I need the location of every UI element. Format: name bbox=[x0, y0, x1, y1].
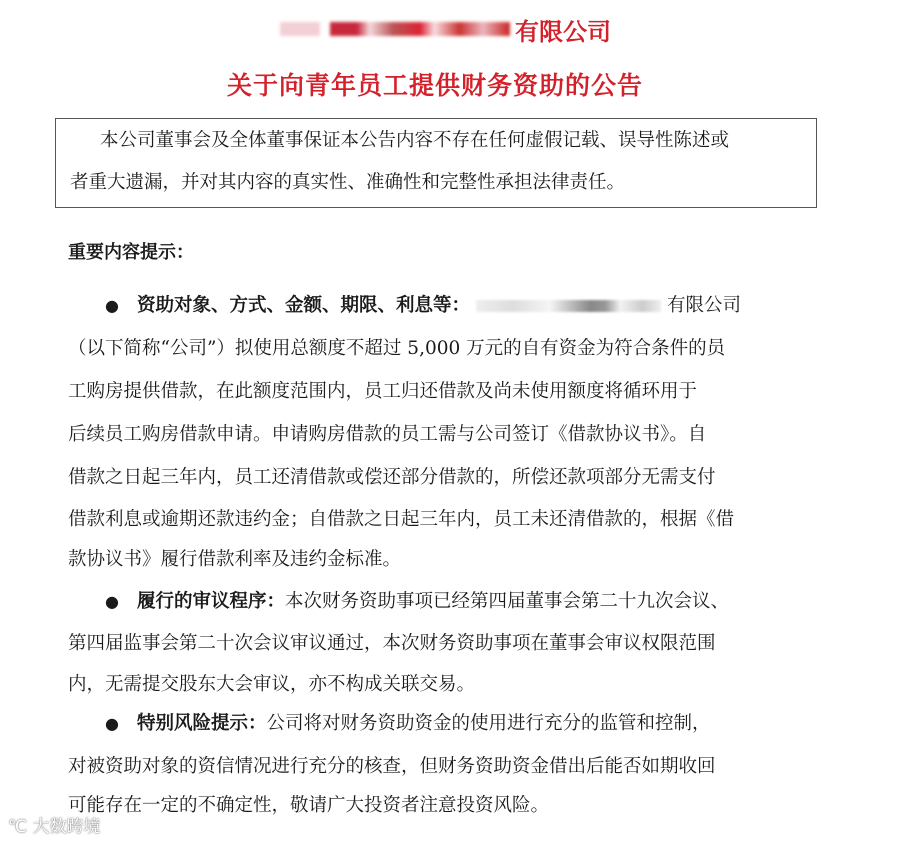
disclaimer-line: 本公司董事会及全体董事保证本公告内容不存在任何虚假记载、误导性陈述或 bbox=[100, 130, 730, 151]
watermark bbox=[8, 812, 101, 837]
body-line: 工购房提供借款，在此额度范围内，员工归还借款及尚未使用额度将循环用于 bbox=[68, 381, 698, 402]
disclaimer-line: 者重大遗漏，并对其内容的真实性、准确性和完整性承担法律责任。 bbox=[70, 172, 626, 193]
bullet-label: 特别风险提示： bbox=[136, 713, 267, 734]
bullet-text: 本次财务资助事项已经第四届董事会第二十九次会议、 bbox=[284, 591, 729, 612]
body-line: 款协议书》履行借款利率及违约金标准。 bbox=[68, 549, 402, 570]
company-suffix: 有限公司 bbox=[515, 18, 611, 46]
bullet-item-3 bbox=[105, 713, 711, 735]
body-line: 借款利息或逾期还款违约金；自借款之日起三年内，员工未还清借款的，根据《借 bbox=[68, 509, 735, 530]
bullet-icon: ● bbox=[105, 714, 119, 733]
body-line: 后续员工购房借款申请。申请购房借款的员工需与公司签订《借款协议书》。自 bbox=[68, 424, 707, 445]
bullet-text: 有限公司 bbox=[666, 295, 741, 316]
body-line: 借款之日起三年内，员工还清借款或偿还部分借款的，所偿还款项部分无需支付 bbox=[68, 467, 716, 488]
body-line: 内，无需提交股东大会审议，亦不构成关联交易。 bbox=[68, 674, 476, 695]
bullet-label: 资助对象、方式、金额、期限、利息等： bbox=[136, 295, 470, 316]
company-name-line bbox=[270, 12, 630, 46]
disclaimer-box bbox=[55, 118, 817, 208]
body-line: （以下简称“公司”）拟使用总额度不超过 5,000 万元的自有资金为符合条件的员 bbox=[68, 338, 726, 359]
announcement-title: 关于向青年员工提供财务资助的公告 bbox=[226, 71, 643, 100]
body-line: 可能存在一定的不确定性，敬请广大投资者注意投资风险。 bbox=[68, 795, 550, 816]
redacted-company-name-2 bbox=[330, 22, 510, 36]
bullet-icon: ● bbox=[105, 296, 119, 315]
body-line: 对被资助对象的资信情况进行充分的核查，但财务资助资金借出后能否如期收回 bbox=[68, 756, 716, 777]
bullet-label: 履行的审议程序： bbox=[136, 591, 285, 612]
important-heading: 重要内容提示： bbox=[68, 242, 194, 263]
bullet-icon: ● bbox=[105, 592, 119, 611]
redacted-company-name bbox=[280, 22, 320, 36]
watermark-text: 大数跨境 bbox=[32, 817, 101, 837]
bullet-item-2 bbox=[105, 591, 729, 613]
redacted-name bbox=[476, 300, 661, 312]
bullet-item-1 bbox=[105, 295, 741, 317]
bullet-text: 公司将对财务资助资金的使用进行充分的监管和控制， bbox=[266, 713, 711, 734]
body-line: 第四届监事会第二十次会议审议通过，本次财务资助事项在董事会审议权限范围 bbox=[68, 633, 716, 654]
watermark-logo-icon: ℃ bbox=[8, 817, 33, 837]
